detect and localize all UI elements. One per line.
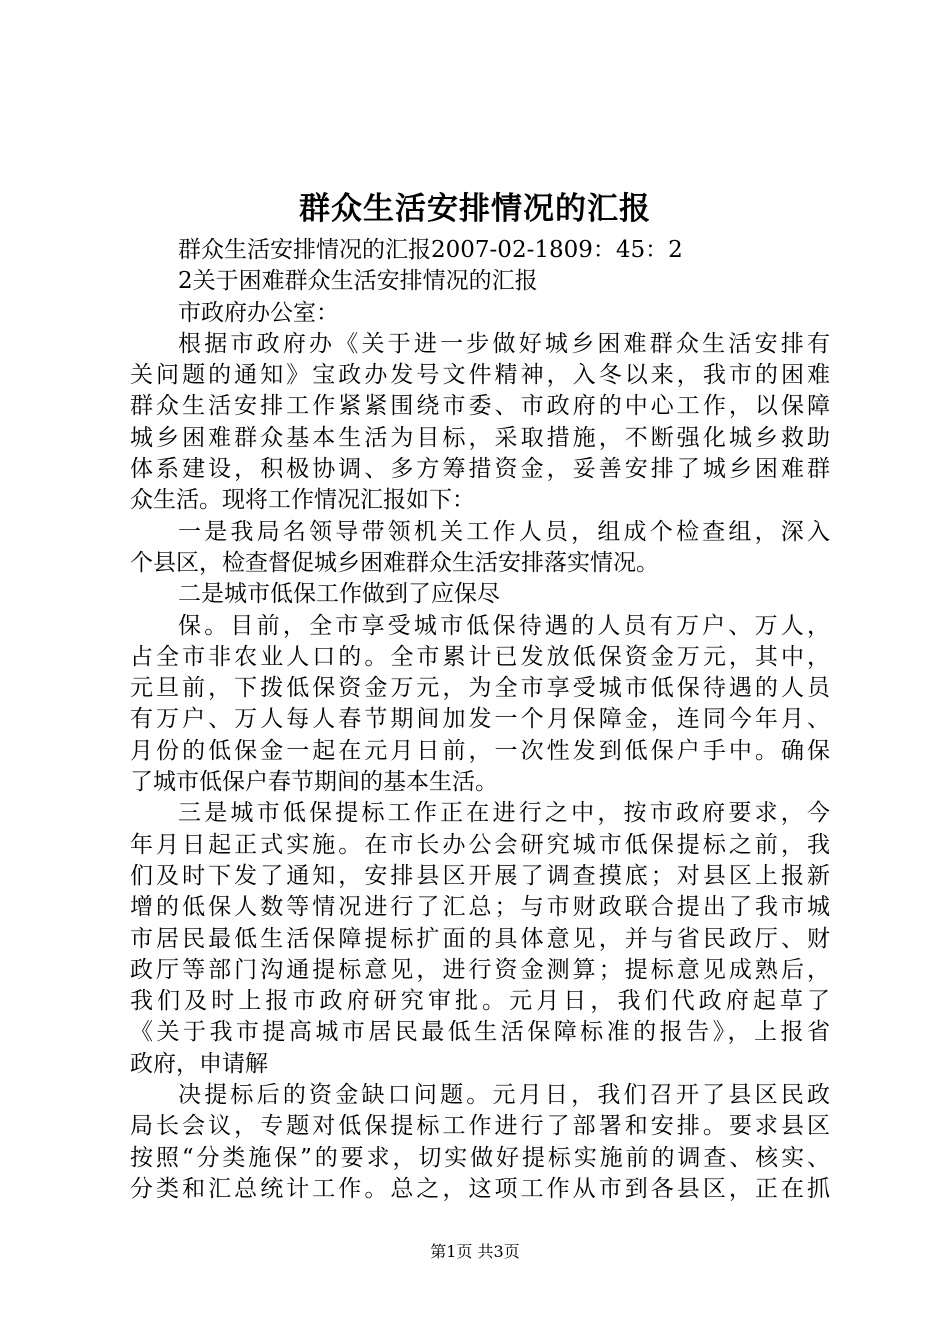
body-text-line: 根据市政府办《关于进一步做好城乡困难群众生活安排有 (178, 330, 830, 357)
page-footer: 第1页 共3页 (430, 1242, 520, 1261)
body-text-line: 群众生活安排工作紧紧围绕市委、市政府的中心工作，以保障 (130, 393, 830, 420)
body-text-line: 保。目前，全市享受城市低保待遇的人员有万户、万人， (178, 612, 830, 639)
body-text-line: 了城市低保户春节期间的基本生活。 (130, 769, 498, 796)
body-text-line: 体系建设，积极协调、多方筹措资金，妥善安排了城乡困难群 (130, 456, 830, 483)
body-text-line: 二是城市低保工作做到了应保尽 (178, 581, 500, 608)
document-title: 群众生活安排情况的汇报 (299, 191, 651, 227)
document-body (130, 235, 830, 1205)
body-text-line: 年月日起正式实施。在市长办公会研究城市低保提标之前，我 (130, 831, 830, 858)
body-text-line: 占全市非农业人口的。全市累计已发放低保资金万元，其中， (130, 643, 830, 670)
body-text-line: 决提标后的资金缺口问题。元月日，我们召开了县区民政 (178, 1082, 830, 1109)
body-text-line: 们及时下发了通知，安排县区开展了调查摸底；对县区上报新 (130, 862, 830, 889)
body-text-line: 一是我局名领导带领机关工作人员，组成个检查组，深入 (178, 518, 830, 545)
body-text-line: 《关于我市提高城市居民最低生活保障标准的报告》，上报省 (130, 1019, 830, 1046)
body-text-line: 众生活。现将工作情况汇报如下： (130, 487, 475, 514)
body-text-line: 城乡困难群众基本生活为目标，采取措施，不断强化城乡救助 (130, 424, 830, 451)
body-text-line: 月份的低保金一起在元月日前，一次性发到低保户手中。确保 (130, 737, 830, 764)
body-text-line: 2关于困难群众生活安排情况的汇报 (178, 268, 538, 295)
body-text-line: 按照“分类施保”的要求，切实做好提标实施前的调查、核实、 (130, 1144, 830, 1171)
body-text-line: 市政府办公室： (178, 299, 339, 326)
body-text-line: 群众生活安排情况的汇报2007-02-1809：45：2 (178, 237, 683, 263)
body-text-line: 关问题的通知》宝政办发号文件精神，入冬以来，我市的困难 (130, 362, 830, 389)
body-text-line: 市居民最低生活保障提标扩面的具体意见，并与省民政厅、财 (130, 925, 830, 952)
body-text-line: 有万户、万人每人春节期间加发一个月保障金，连同今年月、 (130, 706, 830, 733)
body-text-line: 局长会议，专题对低保提标工作进行了部署和安排。要求县区 (130, 1113, 830, 1140)
body-text-line: 三是城市低保提标工作正在进行之中，按市政府要求，今 (178, 800, 830, 827)
body-text-line: 个县区，检查督促城乡困难群众生活安排落实情况。 (130, 549, 659, 576)
body-text-line: 政府，申请解 (130, 1050, 268, 1077)
body-text-line: 增的低保人数等情况进行了汇总；与市财政联合提出了我市城 (130, 894, 830, 921)
body-text-line: 元旦前，下拨低保资金万元，为全市享受城市低保待遇的人员 (130, 675, 830, 702)
body-text-line: 我们及时上报市政府研究审批。元月日，我们代政府起草了 (130, 988, 830, 1015)
body-text-line: 政厅等部门沟通提标意见，进行资金测算；提标意见成熟后， (130, 956, 830, 983)
body-text-line: 分类和汇总统计工作。总之，这项工作从市到各县区，正在抓 (130, 1175, 830, 1202)
